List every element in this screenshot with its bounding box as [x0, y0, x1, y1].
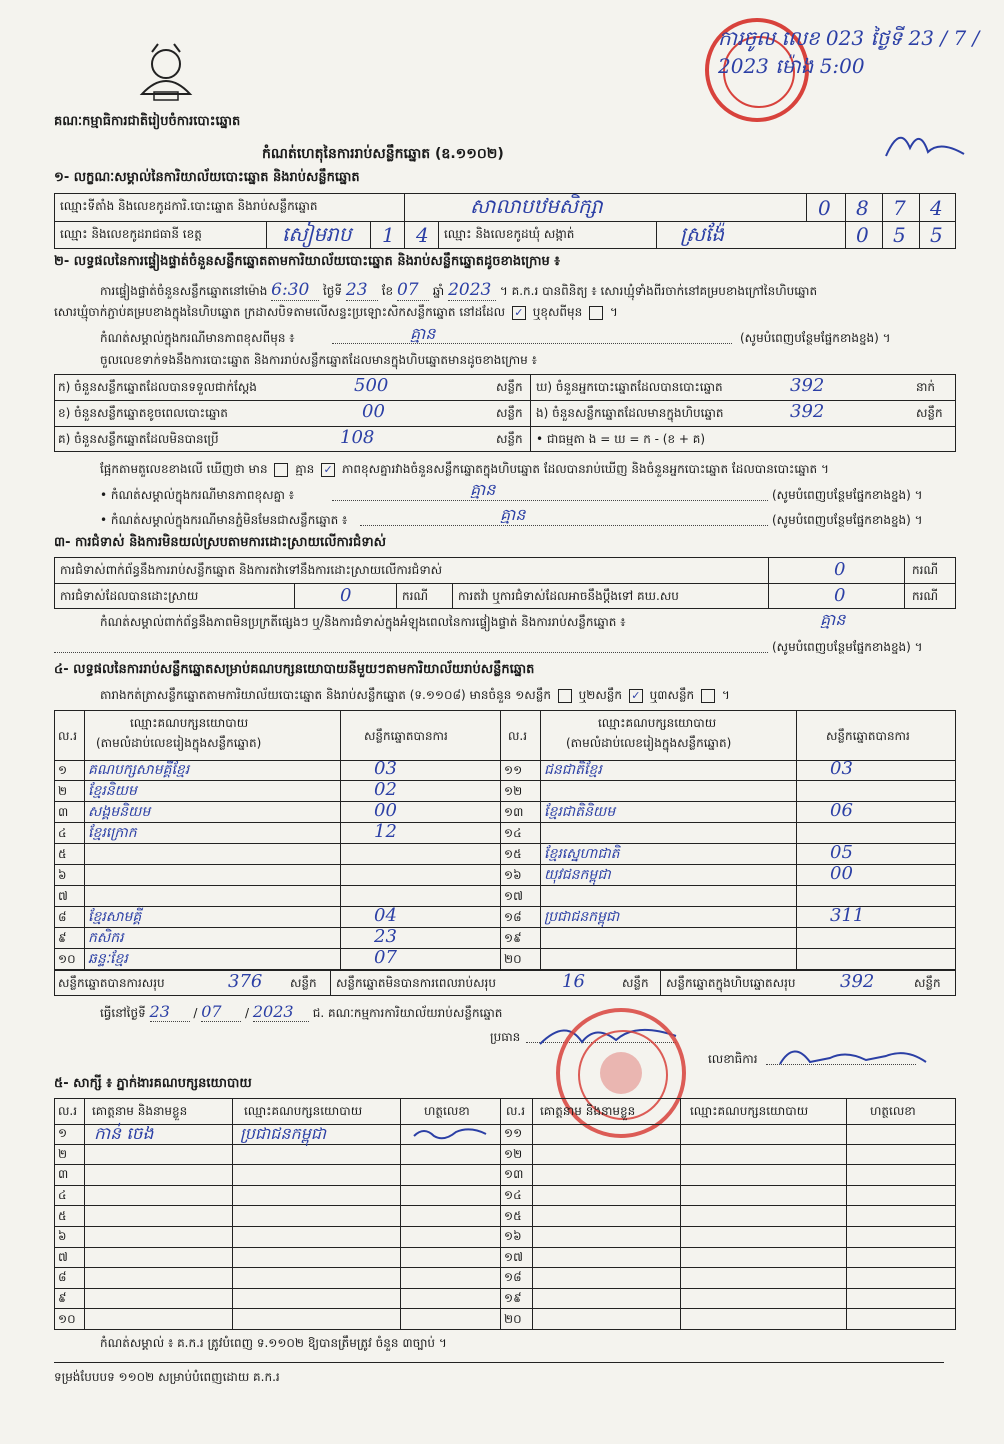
count-c-label: គ) ចំនួនសន្លឹកឆ្នោតដែលមិនបានប្រើ	[58, 432, 219, 446]
result-votes: 00	[830, 863, 853, 884]
result-no: ១០	[58, 951, 76, 966]
signing-date: ធ្វើនៅថ្ងៃទី 23 / 07 / 2023 ជ. គណៈកម្មការការិយាល័យរាប់សន្លឹកឆ្នោត	[100, 1002, 503, 1021]
province-code-1: 1	[382, 223, 395, 247]
seal-note-hint: (សូមបំពេញបន្ថែមផ្នែកខាងខ្នង) ។	[740, 331, 891, 345]
secretary-signature-icon	[776, 1036, 936, 1076]
witness-row	[54, 1186, 956, 1207]
count-d-label: ឃ) ចំនួនអ្នកបោះឆ្នោតដែលបានបោះឆ្នោត	[536, 380, 723, 394]
result-party: ខ្មែរស្នេហាជាតិ	[544, 846, 620, 862]
result-no: ៩	[58, 930, 67, 945]
station-code-2: 8	[856, 196, 869, 220]
count-d-value: 392	[790, 375, 825, 396]
result-no: ៤	[58, 825, 67, 840]
result-party: ខ្មែរសាមគ្គី	[88, 909, 142, 925]
count-e-label: ង) ចំនួនសន្លឹកឆ្នោតដែលមានក្នុងហិបឆ្នោត	[536, 406, 724, 420]
result-votes: 02	[374, 779, 397, 800]
result-row	[54, 928, 500, 949]
witness-row	[54, 1268, 956, 1289]
section2-title: ២- លទ្ធផលនៃការផ្ទៀងផ្ទាត់ចំនួនសន្លឹកឆ្នោតតាមការិយាល័យបោះឆ្នោត និងរាប់សន្លឹកឆ្នោតដូចខាងក្រោម ៖	[54, 254, 560, 269]
total-valid: 376	[228, 971, 263, 992]
result-row	[500, 823, 956, 844]
witness-no: ១០	[58, 1311, 76, 1326]
witness-no: ៣	[58, 1167, 69, 1182]
foreign-note-label: • កំណត់សម្គាល់ក្នុងករណីមានភ្នំមិនមែនជាសន្លឹកឆ្នោត ៖	[100, 513, 348, 527]
verify-year: 2023	[448, 280, 496, 301]
result-votes	[826, 884, 830, 905]
result-no: ១២	[504, 783, 523, 798]
form-page: គណៈកម្មាធិការជាតិរៀបចំការបោះឆ្នោត ការចូល លេខ 023 ថ្ងៃទី 23 / 7 / 2023 ម៉ោង 5:00 កំណត់ហេតុនៃការរាប់សន្លឹកឆ្នោត (ឧ.១១០២) ១- លក្ខណៈសម្គាល់នៃការិយាល័យបោះឆ្នោត និងរាប់សន្លឹកឆ្នោត ឈ្មោះទីតាំង និងលេខកូដការិ.បោះឆ្នោត និងរាប់សន្លឹកឆ្នោត សាលាបឋមសិក្សា 0 8 7 4 ឈ្មោះ និងលេខកូដរាជធានី ខេត្ត សៀមរាប 1 4 ឈ្មោះ និងលេខកូដឃុំ សង្កាត់ ស្រង៉ែ 0 5 5 ២- លទ្ធផលនៃការផ្ទៀងផ្ទាត់ចំនួនសន្លឹកឆ្នោតតាមការិយាល័យបោះឆ្នោត និងរាប់សន្លឹកឆ្នោតដូចខាងក្រោម ៖ ការផ្ទៀងផ្ទាត់ចំនួនសន្លឹកឆ្នោតនៅម៉ោង 6:30 ថ្ងៃទី 23 ខែ 07 ឆ្នាំ 2023 ។ គ.ក.រ បានពិនិត្យ ៖ សោរឃ្មុំទាំងពីរចាក់នៅគម្របខាងក្រៅនៃហិបឆ្នោត សោរឃ្មុំចាក់ភ្ជាប់គម្របខាងក្នុងនៃហិបឆ្នោត ក្រដាសបិទតាមលើសន្ទះប្រឡោះសិកសន្លឹកឆ្នោត នៅដដែល ✓ ឬខុសពីមុន ។ កំណត់សម្គាល់ក្នុងករណីមានភាពខុសពីមុន ៖ គ្មាន (សូមបំពេញបន្ថែមផ្នែកខាងខ្នង) ។ ចួលលេខទាក់ទងនឹងការបោះឆ្នោត និងការរាប់សន្លឹកឆ្នោតដែលមានក្នុងហិបឆ្នោតមានដូចខាងក្រោម ៖ ក) ចំនួនសន្លឹកឆ្នោតដែលបានទទួលជាក់ស្តែង 500 សន្លឹក ខ) ចំនួនសន្លឹកឆ្នោតខូចពេលបោះឆ្នោត 00 សន្លឹក គ) ចំនួនសន្លឹកឆ្នោតដែលមិនបានប្រើ 108 សន្លឹក ឃ) ចំនួនអ្នកបោះឆ្នោតដែលបានបោះឆ្នោត 392 នាក់ ង) ចំនួនសន្លឹកឆ្នោតដែលមានក្នុងហិបឆ្នោត 392 សន្លឹក • ជាធម្មតា ង = ឃ = ក - (ខ + គ) ផ្អែកតាមតួលេខខាងលើ ឃើញថា មាន គ្មាន ✓ ភាពខុសគ្នារវាងចំនួនសន្លឹកឆ្នោតក្នុងហិបឆ្នោត ដែលបានរាប់ឃើញ និងចំនួនអ្នកបោះឆ្នោត ដែលបានបោះឆ្នោត ។ • កំណត់សម្គាល់ក្នុងករណីមានភាពខុសគ្នា ៖ គ្មាន (សូមបំពេញបន្ថែមផ្នែកខាងខ្នង) ។ • កំណត់សម្គាល់ក្នុងករណីមានភ្នំមិនមែនជាសន្លឹកឆ្នោត ៖ គ្មាន (សូមបំពេញបន្ថែមផ្នែកខាងខ្នង) ។ ៣- ការជំទាស់ និងការមិនយល់ស្របតាមការដោះស្រាយលើការជំទាស់ ការជំទាស់ពាក់ព័ន្ធនឹងការរាប់សន្លឹកឆ្នោត និងការតវ៉ាទៅនឹងការដោះស្រាយលើការជំទាស់ 0 ករណី ការជំទាស់ដែលបានដោះស្រាយ 0 ករណី ការតវ៉ា ឬការជំទាស់ដែលអាចនឹងប្តឹងទៅ គឃ.សប 0 ករណី កំណត់សម្គាល់ពាក់ព័ន្ធនឹងភាពមិនប្រក្រតីផ្សេងៗ ឬ/និងការជំទាស់ក្នុងអំឡុងពេលនៃការផ្ទៀងផ្ទាត់ និងការរាប់សន្លឹកឆ្នោត ៖ គ្មាន (សូមបំពេញបន្ថែមផ្នែកខាងខ្នង) ។ ៤- លទ្ធផលនៃការរាប់សន្លឹកឆ្នោតសម្រាប់គណបក្សនយោបាយនីមួយៗតាមការិយាល័យរាប់សន្លឹកឆ្នោត តារាងកត់ត្រាសន្លឹកឆ្នោតតាមការិយាល័យបោះឆ្នោត និងរាប់សន្លឹកឆ្នោត (ទ.១១០៨) មានចំនួន ១សន្លឹក ឬ២សន្លឹក ✓ ឬ៣សន្លឹក ។ ល.រ ឈ្មោះគណបក្សនយោបាយ (តាមលំដាប់លេខរៀងក្នុងសន្លឹកឆ្នោត) សន្លឹកឆ្នោតបានការ ល.រ ឈ្មោះគណបក្សនយោបាយ (តាមលំដាប់លេខរៀងក្នុងសន្លឹកឆ្នោត) សន្លឹកឆ្នោតបានការ ១ គណបក្សសាមគ្គីខ្មែរ 03 ២ ខ្មែរនិយម 02 ៣ សង្គមនិយម 00 ៤ ខ្មែរក្រោក 12 ៥ ៦ ៧ ៨ ខ្មែរសាមគ្គី 04 ៩ កសិករ 23 ១០ ឆន្ទៈខ្មែរ 07 ១១ ជនជាតិខ្មែរ 03 ១២ ១៣ ខ្មែរជាតិនិយម 06 ១៤ ១៥ ខ្មែរស្នេហាជាតិ 05 ១៦ យុវជនកម្ពុជា 00 ១៧ ១៨ ប្រជាជនកម្ពុជា 311 ១៩ ២០ សន្លឹកឆ្នោតបានការសរុប 376 សន្លឹក សន្លឹកឆ្នោតមិនបានការពេលរាប់សរុប 16 សន្លឹក សន្លឹកឆ្នោតក្នុងហិបឆ្នោតសរុប 392 សន្លឹក ធ្វើនៅថ្ងៃទី 23 / 07 / 2023 ជ. គណៈកម្មការការិយាល័យរាប់សន្លឹកឆ្នោត ប្រធាន លេខាធិការ ៥- សាក្សី ៖ ភ្នាក់ងារគណបក្សនយោបាយ ល.រ គោត្តនាម និងនាមខ្លួន ឈ្មោះគណបក្សនយោបាយ ហត្ថលេខា ល.រ គោត្តនាម និងនាមខ្លួន ឈ្មោះគណបក្សនយោបាយ ហត្ថលេខា ១ ១១ ២ ១២ ៣ ១៣ ៤ ១៤ ៥ ១៥ ៦ ១៦ ៧ ១៧ ៨ ១៨ ៩ ១៩ ១០ ២០ កាន់ ចេង ប្រជាជនកម្ពុជា កំណត់សម្គាល់ ៖ គ.ក.រ ត្រូវបំពេញ ទ.១១០២ ឱ្យបានត្រឹមត្រូវ ចំនួន ៣ច្បាប់ ។ ទម្រង់បែបបទ ១១០២ សម្រាប់បំពេញដោយ គ.ក.រ	[0, 0, 1004, 1444]
result-no: ១	[58, 762, 68, 777]
result-no: ៧	[58, 888, 68, 903]
complaints-count: 0	[834, 559, 846, 580]
result-party: ខ្មែរជាតិនិយម	[544, 804, 616, 820]
result-no: ១៦	[504, 867, 522, 882]
result-votes	[826, 779, 830, 800]
verify-time: 6:30	[271, 280, 319, 301]
result-row	[54, 823, 500, 844]
section3-title: ៣- ការជំទាស់ និងការមិនយល់ស្របតាមការដោះស្រាយលើការជំទាស់	[54, 535, 386, 550]
result-no: ១១	[504, 762, 523, 777]
seal-line: សោរឃ្មុំចាក់ភ្ជាប់គម្របខាងក្នុងនៃហិបឆ្នោត ក្រដាសបិទតាមលើសន្ទះប្រឡោះសិកសន្លឹកឆ្នោត នៅដដែល ✓ ឬខុសពីមុន ។	[54, 305, 618, 319]
result-row	[54, 760, 500, 781]
result-row	[500, 949, 956, 970]
result-party	[540, 928, 796, 949]
result-row	[54, 886, 500, 907]
witness-row	[54, 1145, 956, 1166]
foreign-note-value: គ្មាន	[500, 505, 526, 524]
witness-row	[54, 1206, 956, 1227]
three-sheet-checkbox[interactable]	[701, 689, 715, 703]
result-votes: 12	[374, 821, 397, 842]
same-checkbox[interactable]: ✓	[512, 306, 526, 320]
diff-note-value: គ្មាន	[470, 480, 496, 499]
no-diff-checkbox[interactable]: ✓	[321, 463, 335, 477]
result-no: ៨	[58, 909, 67, 924]
station-code-3: 7	[893, 196, 906, 220]
result-row	[54, 865, 500, 886]
witness-no: ៤	[58, 1188, 67, 1203]
witness-signature-icon	[410, 1122, 490, 1144]
result-party: ប្រជាជនកម្ពុជា	[544, 909, 620, 925]
org-name: គណៈកម្មាធិការជាតិរៀបចំការបោះឆ្នោត	[54, 114, 241, 129]
commune-code-2: 5	[893, 223, 906, 247]
witness-no: ១៧	[504, 1249, 523, 1264]
result-party: គណបក្សសាមគ្គីខ្មែរ	[88, 762, 190, 778]
witness-row	[54, 1165, 956, 1186]
witness-row	[54, 1248, 956, 1269]
results-right-rows	[500, 760, 956, 970]
verify-month: 07	[397, 280, 429, 301]
result-party	[540, 886, 796, 907]
result-row	[54, 802, 500, 823]
result-party: កសិករ	[88, 930, 124, 946]
result-votes: 07	[374, 947, 397, 968]
result-votes: 05	[830, 842, 853, 863]
result-party: ឆន្ទៈខ្មែរ	[88, 951, 128, 967]
result-row	[500, 760, 956, 781]
receipt-signature-icon	[880, 118, 970, 164]
count-intro: ចួលលេខទាក់ទងនឹងការបោះឆ្នោត និងការរាប់សន្លឹកឆ្នោតដែលមានក្នុងហិបឆ្នោតមានដូចខាងក្រោម ៖	[100, 353, 537, 367]
count-b-label: ខ) ចំនួនសន្លឹកឆ្នោតខូចពេលបោះឆ្នោត	[58, 406, 228, 420]
result-votes: 00	[374, 800, 397, 821]
form-title: កំណត់ហេតុនៃការរាប់សន្លឹកឆ្នោត (ឧ.១១០២)	[262, 146, 504, 162]
witness-no: ១៣	[504, 1167, 524, 1182]
result-votes: 04	[374, 905, 397, 926]
count-formula: • ជាធម្មតា ង = ឃ = ក - (ខ + គ)	[536, 432, 706, 446]
result-row	[54, 949, 500, 970]
result-no: ២	[58, 783, 68, 798]
has-diff-checkbox[interactable]	[274, 463, 288, 477]
province-code-2: 4	[416, 223, 429, 247]
irregularity-note-label: កំណត់សម្គាល់ពាក់ព័ន្ធនឹងភាពមិនប្រក្រតីផ្សេងៗ ឬ/និងការជំទាស់ក្នុងអំឡុងពេលនៃការផ្ទៀងផ្ទាត់ និងការរាប់សន្លឹកឆ្នោត ៖	[100, 615, 626, 629]
sheet-count-line: តារាងកត់ត្រាសន្លឹកឆ្នោតតាមការិយាល័យបោះឆ្នោត និងរាប់សន្លឹកឆ្នោត (ទ.១១០៨) មានចំនួន ១សន្លឹក ឬ២សន្លឹក ✓ ឬ៣សន្លឹក ។	[100, 688, 730, 702]
result-no: ១៥	[504, 846, 522, 861]
result-votes	[370, 842, 374, 863]
count-e-value: 392	[790, 401, 825, 422]
province-name: សៀមរាប	[282, 222, 352, 246]
result-no: ៦	[58, 867, 67, 882]
result-votes	[826, 821, 830, 842]
totals-row	[54, 970, 956, 996]
station-code-4: 4	[930, 196, 943, 220]
witness-rows	[54, 1124, 956, 1330]
witness-no: ២០	[504, 1311, 522, 1326]
result-votes	[370, 863, 374, 884]
commune-name: ស្រង៉ែ	[680, 222, 725, 246]
witness-no: ៧	[58, 1249, 68, 1264]
result-row	[500, 802, 956, 823]
result-party	[84, 844, 340, 865]
count-a-label: ក) ចំនួនសន្លឹកឆ្នោតដែលបានទទួលជាក់ស្តែង	[58, 380, 257, 394]
result-votes: 03	[830, 758, 853, 779]
result-row	[54, 907, 500, 928]
results-left-rows	[54, 760, 500, 970]
section5-title: ៥- សាក្សី ៖ ភ្នាក់ងារគណបក្សនយោបាយ	[54, 1076, 252, 1091]
witness-no: ៩	[58, 1291, 67, 1306]
witness-row	[54, 1289, 956, 1310]
result-row	[54, 781, 500, 802]
compare-line: ផ្អែកតាមតួលេខខាងលើ ឃើញថា មាន គ្មាន ✓ ភាពខុសគ្នារវាងចំនួនសន្លឹកឆ្នោតក្នុងហិបឆ្នោត ដែលបានរាប់ឃើញ និងចំនួនអ្នកបោះឆ្នោត ដែលបានបោះឆ្នោត ។	[100, 462, 829, 476]
result-row	[500, 886, 956, 907]
nec-emblem-icon	[134, 38, 198, 104]
result-votes	[370, 884, 374, 905]
result-party: សង្គមនិយម	[88, 804, 151, 820]
sign-month: 07	[201, 1002, 241, 1022]
irregularity-note-value: គ្មាន	[820, 610, 846, 629]
witness-no: ១២	[504, 1146, 523, 1161]
witness-no: ១៦	[504, 1229, 522, 1244]
commune-code-3: 5	[930, 223, 943, 247]
one-sheet-checkbox[interactable]	[558, 689, 572, 703]
result-votes: 06	[830, 800, 853, 821]
section1-title: ១- លក្ខណៈសម្គាល់នៃការិយាល័យបោះឆ្នោត និងរាប់សន្លឹកឆ្នោត	[54, 170, 360, 185]
result-no: ៣	[58, 804, 69, 819]
result-row	[500, 844, 956, 865]
secretary-label: លេខាធិការ	[708, 1052, 758, 1066]
witness-no: ២	[58, 1146, 68, 1161]
result-no: ២០	[504, 951, 522, 966]
witness-no: ៦	[58, 1229, 67, 1244]
witness-no: ៨	[58, 1270, 67, 1285]
different-checkbox[interactable]	[589, 306, 603, 320]
result-no: ៥	[58, 846, 67, 861]
witness-row	[54, 1124, 956, 1145]
result-row	[500, 865, 956, 886]
form-footer: ទម្រង់បែបបទ ១១០២ សម្រាប់បំពេញដោយ គ.ក.រ	[54, 1370, 280, 1384]
result-no: ១៣	[504, 804, 524, 819]
witness-name: កាន់ ចេង	[94, 1124, 154, 1144]
total-invalid: 16	[562, 971, 585, 992]
station-code-1: 0	[818, 196, 831, 220]
count-a-value: 500	[354, 375, 389, 396]
result-party: ខ្មែរនិយម	[88, 783, 137, 799]
witness-row	[54, 1227, 956, 1248]
result-no: ១៧	[504, 888, 523, 903]
result-party	[84, 886, 340, 907]
result-party	[84, 865, 340, 886]
station-name: សាលាបឋមសិក្សា	[470, 194, 603, 218]
result-row	[500, 928, 956, 949]
resolved-count: 0	[340, 585, 352, 606]
commune-label: ឈ្មោះ និងលេខកូដឃុំ សង្កាត់	[444, 227, 575, 241]
result-party: យុវជនកម្ពុជា	[544, 867, 611, 883]
result-row	[54, 844, 500, 865]
result-votes: 03	[374, 758, 397, 779]
total-box: 392	[840, 971, 875, 992]
station-label: ឈ្មោះទីតាំង និងលេខកូដការិ.បោះឆ្នោត និងរាប់សន្លឹកឆ្នោត	[60, 199, 318, 213]
result-no: ១៩	[504, 930, 522, 945]
witness-no: ១១	[504, 1126, 523, 1141]
seal-note-value: គ្មាន	[410, 324, 436, 343]
appeal-count: 0	[834, 585, 846, 606]
result-no: ១៤	[504, 825, 522, 840]
sign-year: 2023	[253, 1002, 309, 1022]
witness-no: ១៩	[504, 1291, 522, 1306]
witness-party: ប្រជាជនកម្ពុជា	[240, 1124, 327, 1143]
section4-title: ៤- លទ្ធផលនៃការរាប់សន្លឹកឆ្នោតសម្រាប់គណបក្សនយោបាយនីមួយៗតាមការិយាល័យរាប់សន្លឹកឆ្នោត	[54, 662, 535, 677]
witness-row	[54, 1309, 956, 1330]
result-votes	[826, 926, 830, 947]
diff-note-label: • កំណត់សម្គាល់ក្នុងករណីមានភាពខុសគ្នា ៖	[100, 488, 295, 502]
count-c-value: 108	[340, 427, 375, 448]
seal-note-label: កំណត់សម្គាល់ក្នុងករណីមានភាពខុសពីមុន ៖	[100, 331, 295, 345]
result-party: ជនជាតិខ្មែរ	[544, 762, 602, 778]
verify-day: 23	[346, 280, 378, 301]
witness-no: ១៨	[504, 1270, 522, 1285]
witness-no: ១៥	[504, 1208, 522, 1223]
footnote: កំណត់សម្គាល់ ៖ គ.ក.រ ត្រូវបំពេញ ទ.១១០២ ឱ្យបានត្រឹមត្រូវ ចំនួន ៣ច្បាប់ ។	[100, 1336, 447, 1350]
result-party	[540, 781, 796, 802]
sign-day: 23	[150, 1002, 190, 1022]
commune-code-1: 0	[856, 223, 869, 247]
verify-line: ការផ្ទៀងផ្ទាត់ចំនួនសន្លឹកឆ្នោតនៅម៉ោង 6:30 ថ្ងៃទី 23 ខែ 07 ឆ្នាំ 2023 ។ គ.ក.រ បានពិនិត្យ ៖ សោរឃ្មុំទាំងពីរចាក់នៅគម្របខាងក្រៅនៃហិបឆ្នោត	[100, 280, 818, 300]
result-votes: 311	[830, 905, 865, 926]
two-sheet-checkbox[interactable]: ✓	[629, 689, 643, 703]
count-b-value: 00	[362, 401, 385, 422]
result-row	[500, 781, 956, 802]
result-party	[540, 823, 796, 844]
witness-no: ១	[58, 1126, 68, 1141]
province-label: ឈ្មោះ និងលេខកូដរាជធានី ខេត្ត	[60, 227, 202, 241]
result-votes: 23	[374, 926, 397, 947]
result-party	[540, 949, 796, 970]
receipt-note: ការចូល លេខ 023 ថ្ងៃទី 23 / 7 / 2023 ម៉ោង 5:00	[718, 26, 980, 78]
witness-no: ១៤	[504, 1188, 522, 1203]
president-label: ប្រធាន	[490, 1030, 521, 1044]
result-party: ខ្មែរក្រោក	[88, 825, 137, 841]
result-row	[500, 907, 956, 928]
result-votes	[826, 947, 830, 968]
witness-no: ៥	[58, 1208, 67, 1223]
result-no: ១៨	[504, 909, 522, 924]
